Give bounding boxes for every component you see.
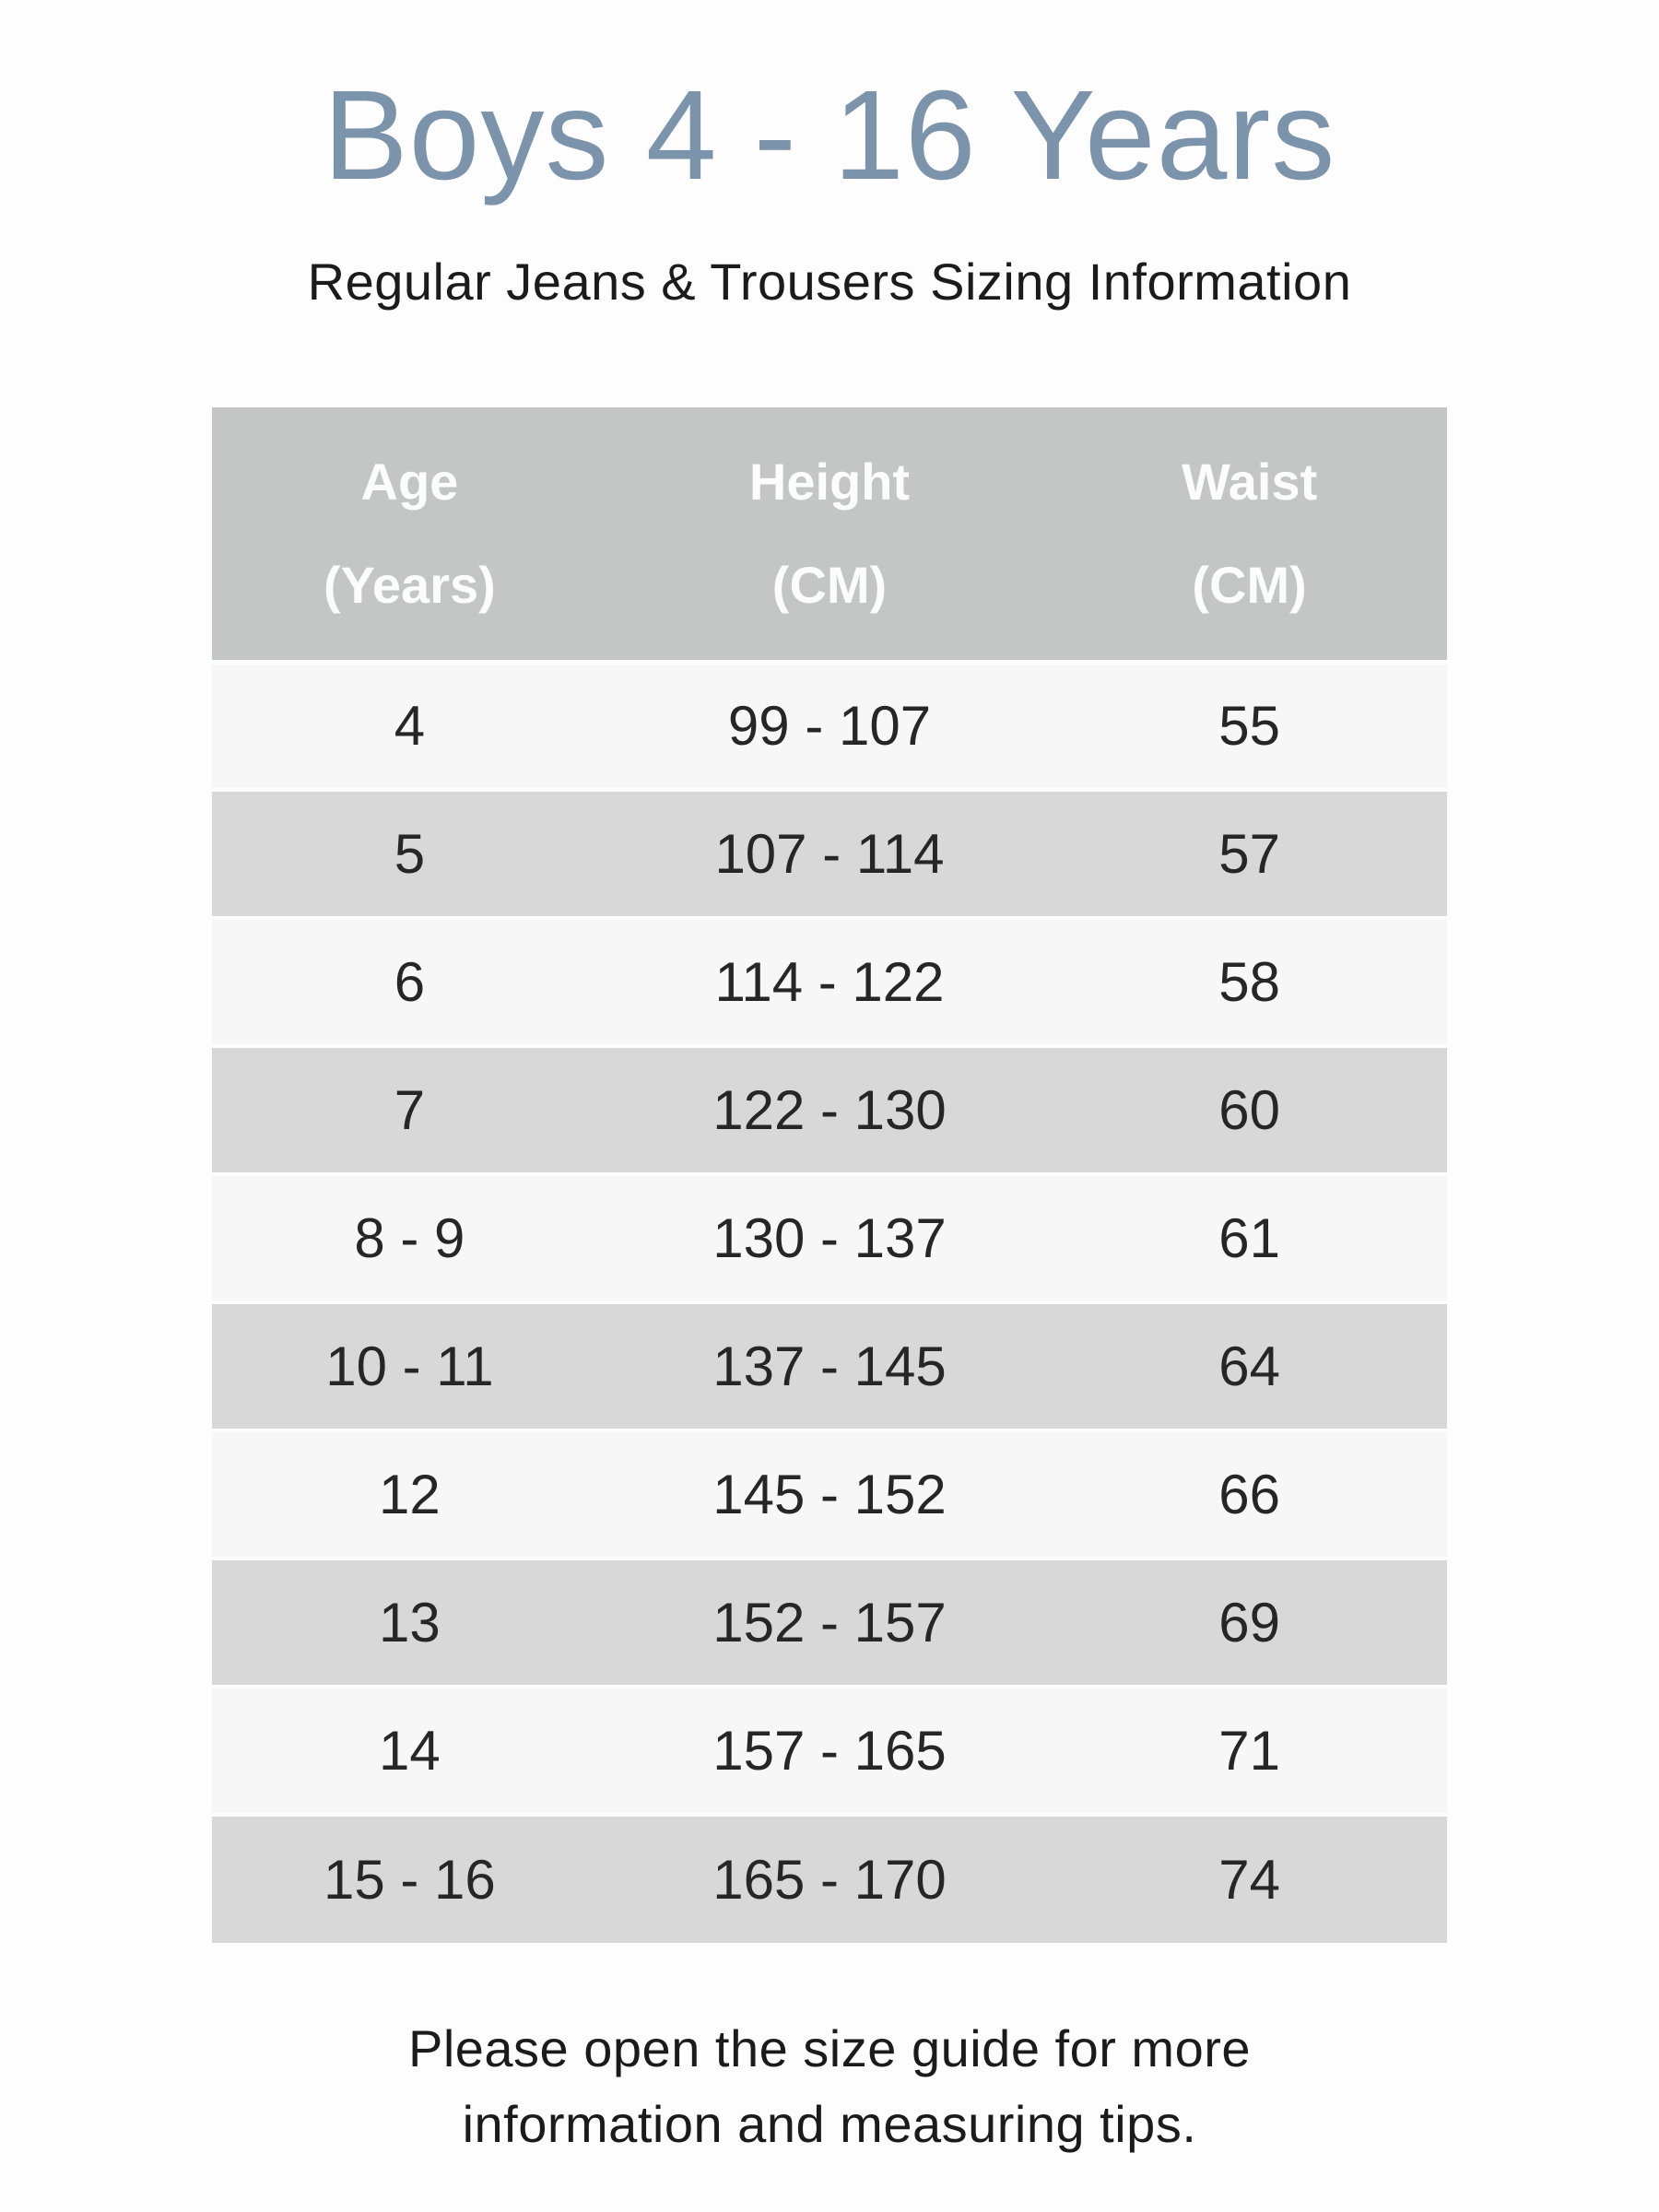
- age-cell: 7: [394, 1079, 426, 1141]
- table-row: [212, 1430, 1447, 1559]
- table-row: [212, 1815, 1447, 1943]
- footer-note: [0, 2011, 1659, 2162]
- column-header-waist: [1052, 407, 1447, 662]
- height-cell: 122 - 130: [712, 1079, 947, 1141]
- waist-cell: 60: [1218, 1079, 1280, 1141]
- table-row: [212, 662, 1447, 790]
- column-header-height-unit: (CM): [771, 555, 888, 614]
- waist-cell: 55: [1218, 695, 1280, 758]
- size-table-header: [212, 407, 1447, 662]
- height-cell: 145 - 152: [712, 1464, 947, 1525]
- waist-cell: 61: [1218, 1207, 1280, 1269]
- age-cell: 14: [379, 1720, 441, 1782]
- footer-note-line2: information and measuring tips.: [462, 2095, 1197, 2153]
- height-cell: 152 - 157: [712, 1592, 947, 1653]
- table-row: [212, 1046, 1447, 1174]
- height-cell: 107 - 114: [714, 823, 945, 885]
- height-cell: 165 - 170: [712, 1849, 947, 1911]
- height-cell: 114 - 122: [714, 951, 945, 1013]
- height-cell: 130 - 137: [712, 1207, 947, 1269]
- age-cell: 6: [394, 951, 426, 1013]
- column-header-age-unit: (Years): [324, 555, 496, 614]
- column-header-age-label: Age: [360, 452, 459, 511]
- waist-cell: 66: [1218, 1464, 1280, 1525]
- page-title: Boys 4 - 16 Years: [323, 65, 1336, 206]
- age-cell: 8 - 9: [354, 1207, 465, 1269]
- table-row: [212, 790, 1447, 918]
- age-cell: 5: [394, 823, 426, 885]
- footer-note-line1: Please open the size guide for more: [407, 2019, 1252, 2077]
- size-table-body: [212, 662, 1447, 1943]
- waist-cell: 57: [1218, 823, 1280, 885]
- size-table: [212, 407, 1447, 1943]
- age-cell: 4: [394, 695, 426, 758]
- age-cell: 12: [379, 1464, 441, 1525]
- header-row: [212, 407, 1447, 662]
- table-row: [212, 918, 1447, 1046]
- age-cell: 13: [379, 1592, 441, 1653]
- table-row: [212, 1174, 1447, 1302]
- height-cell: 137 - 145: [712, 1335, 947, 1397]
- waist-cell: 64: [1218, 1335, 1280, 1397]
- waist-cell: 69: [1218, 1592, 1280, 1653]
- waist-cell: 74: [1218, 1849, 1280, 1911]
- age-cell: 15 - 16: [324, 1849, 496, 1911]
- height-cell: 157 - 165: [712, 1720, 947, 1782]
- table-row: [212, 1302, 1447, 1430]
- table-row: [212, 1559, 1447, 1687]
- column-header-waist-unit: (CM): [1192, 555, 1307, 614]
- column-header-age: [212, 407, 607, 662]
- column-header-waist-label: Waist: [1181, 452, 1318, 511]
- column-header-height-label: Height: [748, 452, 911, 511]
- column-header-height: [607, 407, 1052, 662]
- age-cell: 10 - 11: [325, 1335, 494, 1397]
- page-subtitle: Regular Jeans & Trousers Sizing Information: [307, 253, 1352, 311]
- waist-cell: 71: [1218, 1720, 1280, 1782]
- height-cell: 99 - 107: [727, 695, 932, 758]
- waist-cell: 58: [1218, 951, 1280, 1013]
- table-row: [212, 1687, 1447, 1815]
